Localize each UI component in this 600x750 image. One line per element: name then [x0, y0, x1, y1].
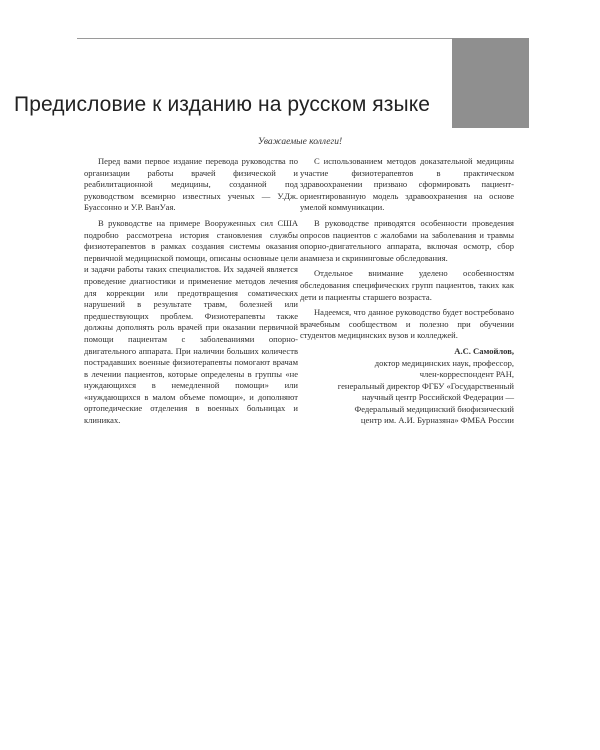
- signature-line: доктор медицинских наук, профессор,: [374, 357, 514, 368]
- page-title: Предисловие к изданию на русском языке: [14, 93, 430, 116]
- paragraph: В руководстве на примере Вооруженных сил США подробно рассмотрена история становления службы физиотерапевтов в рамках создания системы оказания первичной медицинской помощи, описаны основные цели и задачи работы таких специалистов. Их задачей является проведение диагностики и применение методов лечения для коррекции или предотвращения соматических нарушений в результате травм, болезней или предшествующих проблем. Физиотерапевты также должны дополнять роль врачей при оказании первичной помощи пациентам с заболеваниями опорно-двигательного аппарата. При наличии больших количеств пострадавших военные физиотерапевты помогают врачам в лечении пациентов, которые определены в группы «не нуждающихся в немедленной помощи» или «нуждающихся в малом объеме помощи», и дополняют ортопедические отделения в военных больницах и клиниках.: [84, 217, 298, 426]
- signature-line: член-корреспондент РАН,: [419, 369, 514, 380]
- signature-line: научный центр Российской Федерации —: [361, 392, 514, 403]
- paragraph: С использованием методов доказательной медицины участие физиотерапевтов в практическом здравоохранении призвано сформировать пациент-ориентированную модель здравоохранения на основе умелой коммуникации.: [300, 156, 514, 213]
- paragraph: Перед вами первое издание перевода руководства по организации работы врачей физической и реабилитационной медицины, созданной под руководством всемирно известных ученых — У.Дж. Буассонно и У.Р. ВанУая.: [84, 156, 298, 213]
- paragraph: Надеемся, что данное руководство будет востребовано врачебным сообществом и полезно при обучении студентов медицинских вузов и колледжей.: [300, 307, 514, 341]
- left-column: [84, 156, 298, 431]
- signature-line: Федеральный медицинский биофизический: [354, 403, 514, 414]
- signature-line: центр им. А.И. Бурназяна» ФМБА России: [360, 415, 514, 426]
- paragraph: Отдельное внимание уделено особенностям обследования специфических групп пациентов, таких как дети и пациенты старшего возраста.: [300, 268, 514, 302]
- greeting: Уважаемые коллеги!: [257, 137, 343, 147]
- signature-line: генеральный директор ФГБУ «Государственный: [337, 380, 514, 391]
- chapter-tab-block: [452, 38, 529, 128]
- right-column: [300, 156, 514, 427]
- signature-block: [300, 346, 514, 427]
- paragraph: В руководстве приводятся особенности проведения опросов пациентов с жалобами на заболевания и травмы опорно-двигательного аппарата, включая осмотр, сбор анамнеза и скрининговые обследования.: [300, 217, 514, 263]
- signature-name: А.С. Самойлов,: [454, 345, 514, 356]
